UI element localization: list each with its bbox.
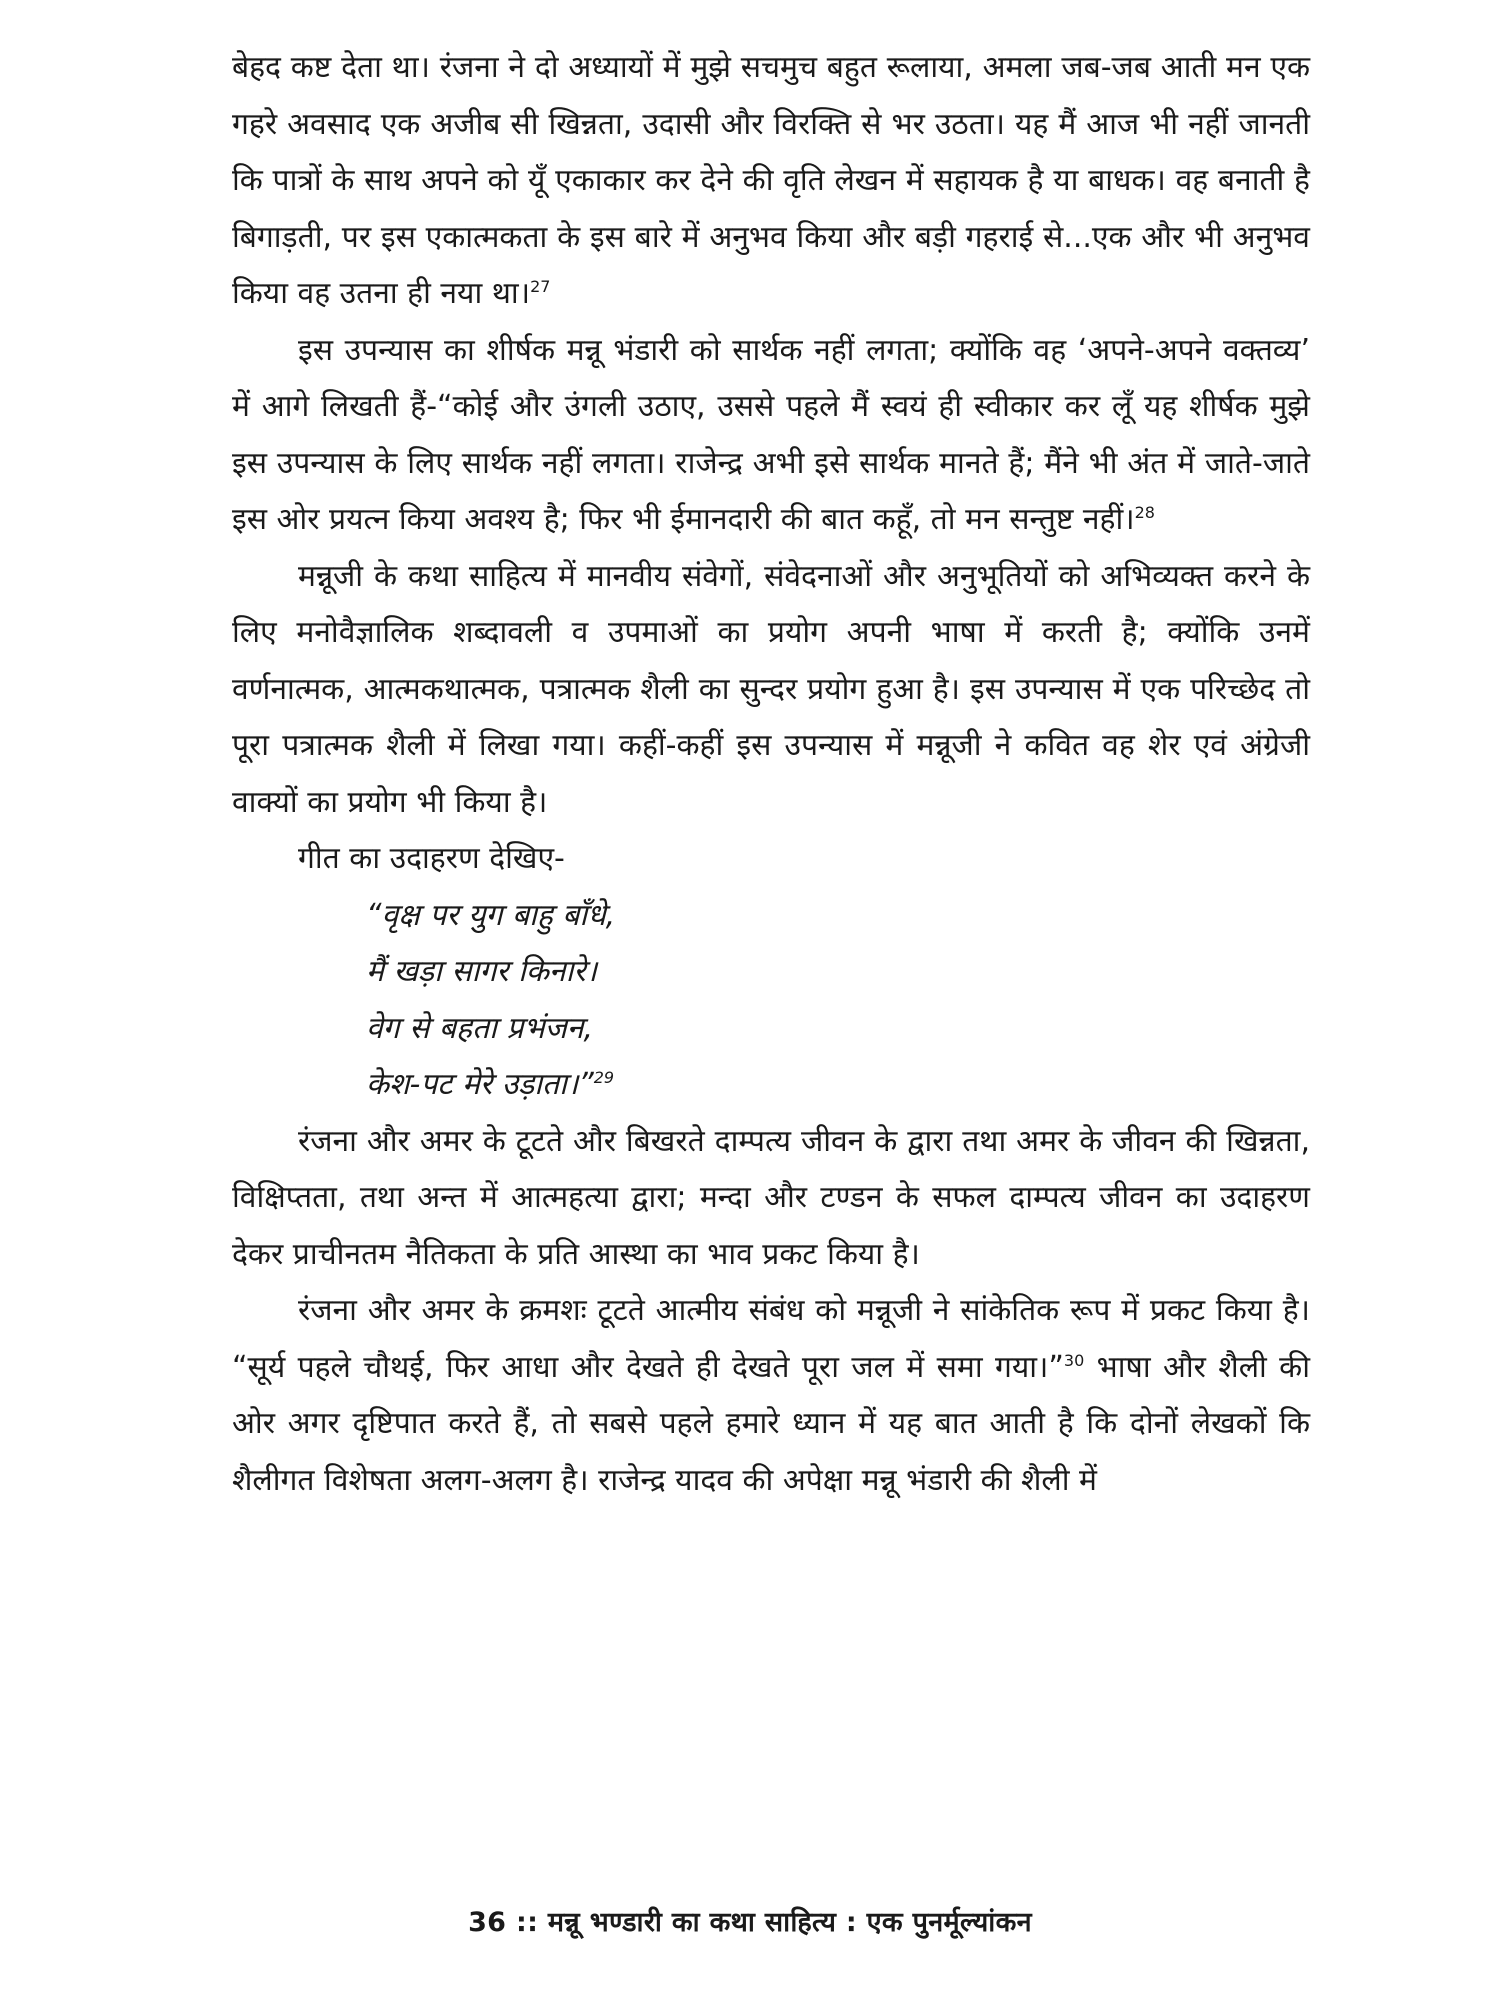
page-body (232, 40, 1310, 1509)
verse-line: “वृक्ष पर युग बाहु बाँधे, (366, 897, 616, 933)
paragraph-text: रंजना और अमर के टूटते और बिखरते दाम्पत्य जीवन के द्वारा तथा अमर के जीवन की खिन्नता, विक्षिप्तता, तथा अन्त में आत्महत्या द्वारा; मन्दा और टण्डन के सफल दाम्पत्य जीवन का उदाहरण देकर प्राचीनतम नैतिकता के प्रति आस्था का भाव प्रकट किया है। (232, 1123, 1310, 1272)
footnote-ref: 30 (1063, 1350, 1085, 1370)
verse-text: केश-पट मेरे उड़ाता।” (366, 1067, 594, 1102)
paragraph-marriage (232, 1114, 1310, 1284)
page-footer: 36 :: मन्नू भण्डारी का कथा साहित्य : एक पुनर्मूल्यांकन (468, 1907, 1032, 1938)
paragraph-continuation (232, 40, 1310, 323)
paragraph-text: रंजना और अमर के क्रमशः टूटते आत्मीय संबंध को मन्नूजी ने सांकेतिक रूप में प्रकट किया है। “सूर्य पहले चौथई, फिर आधा और देखते ही देखते पूरा जल में समा गया।” (232, 1293, 1310, 1385)
verse-line: मैं खड़ा सागर किनारे। (366, 954, 597, 989)
verse-quote (232, 888, 1310, 1114)
footnote-ref: 27 (530, 277, 551, 296)
verse-line-last (366, 1057, 1310, 1114)
footnote-ref: 29 (593, 1068, 615, 1087)
verse-line: वेग से बहता प्रभंजन, (366, 1010, 593, 1046)
paragraph-text: भाषा और शैली की ओर अगर दृष्टिपात करते हैं, तो सबसे पहले हमारे ध्यान में यह बात आती है कि दोनों लेखकों कि शैलीगत विशेषता अलग-अलग है। राजेन्द्र यादव की अपेक्षा मन्नू भंडारी की शैली में (232, 1349, 1310, 1498)
paragraph-title-discussion (232, 323, 1310, 549)
quote-lead: गीत का उदाहरण देखिए- (298, 841, 565, 876)
footnote-ref: 28 (1134, 503, 1155, 522)
paragraph-style-discussion (232, 549, 1310, 832)
paragraph-relationship (232, 1283, 1310, 1509)
paragraph-text: इस उपन्यास का शीर्षक मन्नू भंडारी को सार्थक नहीं लगता; क्योंकि वह ‘अपने-अपने वक्तव्य’ में आगे लिखती हैं-“कोई और उंगली उठाए, उससे पहले मैं स्वयं ही स्वीकार कर लूँ यह शीर्षक मुझे इस उपन्यास के लिए सार्थक नहीं लगता। राजेन्द्र अभी इसे सार्थक मानते हैं; मैंने भी अंत में जाते-जाते इस ओर प्रयत्न किया अवश्य है; फिर भी ईमानदारी की बात कहूँ, तो मन सन्तुष्ट नहीं। (232, 332, 1310, 537)
paragraph-text: मन्नूजी के कथा साहित्य में मानवीय संवेगों, संवेदनाओं और अनुभूतियों को अभिव्यक्त करने के लिए मनोवैज्ञालिक शब्दावली व उपमाओं का प्रयोग अपनी भाषा में करती है; क्योंकि उनमें वर्णनात्मक, आत्मकथात्मक, पत्रात्मक शैली का सुन्दर प्रयोग हुआ है। इस उपन्यास में एक परिच्छेद तो पूरा पत्रात्मक शैली में लिखा गया। कहीं-कहीं इस उपन्यास में मन्नूजी ने कवित वह शेर एवं अंग्रेजी वाक्यों का प्रयोग भी किया है। (232, 558, 1310, 820)
paragraph-text: बेहद कष्ट देता था। रंजना ने दो अध्यायों में मुझे सचमुच बहुत रूलाया, अमला जब-जब आती मन एक गहरे अवसाद एक अजीब सी खिन्नता, उदासी और विरक्ति से भर उठता। यह मैं आज भी नहीं जानती कि पात्रों के साथ अपने को यूँ एकाकार कर देने की वृति लेखन में सहायक है या बाधक। वह बनाती है बिगाड़ती, पर इस एकात्मकता के इस बारे में अनुभव किया और बड़ी गहराई से...एक और भी अनुभव किया वह उतना ही नया था। (232, 50, 1310, 311)
